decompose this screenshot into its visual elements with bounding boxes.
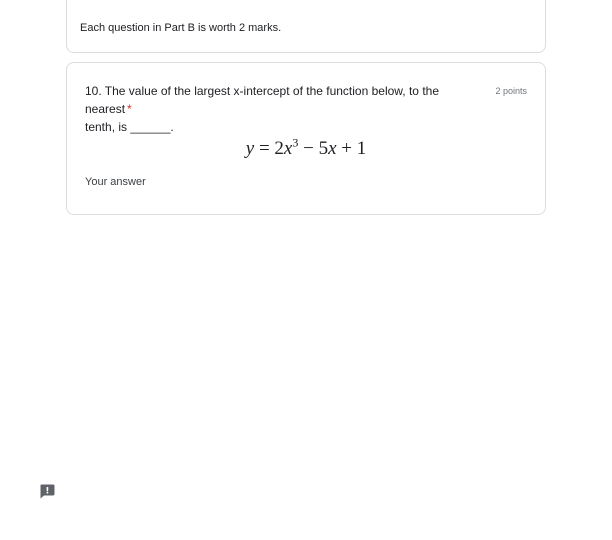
question-points: 2 points [495,86,527,96]
section-description-card [66,0,546,53]
equation-var2: x [328,138,337,159]
question-equation-image [67,137,545,161]
report-problem-button[interactable] [39,484,55,499]
required-marker: * [127,102,132,116]
answer-input[interactable] [85,173,285,191]
equation-exponent: 3 [292,135,299,150]
question-card [66,62,546,215]
question-title-text: 10. The value of the largest x-intercept of the function below, to the nearest [85,84,439,116]
question-title [85,82,485,136]
question-title-continuation: tenth, is ______. [85,120,174,134]
equation-equals: = 2 [254,138,284,159]
equation-lhs: y [245,138,255,159]
equation-middle: − 5 [298,138,329,159]
section-description: Each question in Part B is worth 2 marks. [80,22,282,34]
report-problem-icon [39,484,55,499]
equation-tail: + 1 [336,138,367,159]
report-icon-glyph: ! [45,486,50,497]
equation-var1: x [283,138,293,159]
